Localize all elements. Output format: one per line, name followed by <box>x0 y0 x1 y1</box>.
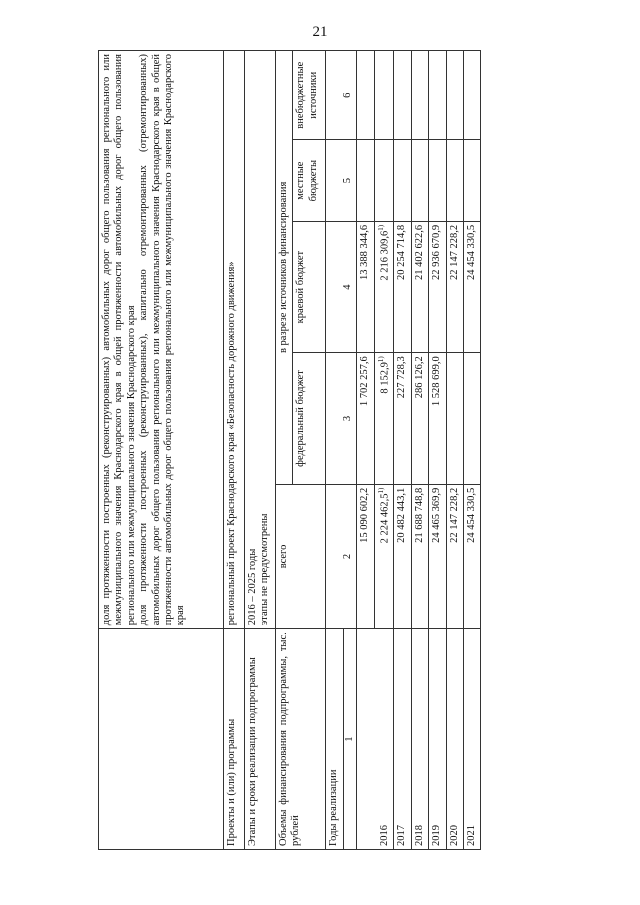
header-extra: внебюджетные источники <box>293 51 326 140</box>
stages-period: 2016 – 2025 годы <box>247 548 258 626</box>
total-value: 2 224 462,5 <box>379 493 390 544</box>
year-cell: 2016 <box>357 629 394 850</box>
extra-cell <box>411 51 428 140</box>
footnote-mark: 1) <box>376 356 385 363</box>
local-cell <box>411 140 428 221</box>
local-cell <box>463 140 480 221</box>
regional-cell <box>374 221 394 352</box>
regional-value: 2 216 309,6 <box>379 230 390 281</box>
regional-cell: 13 388 344,6 <box>357 221 374 352</box>
years-header-row <box>326 51 357 850</box>
indicator-1: доля протяженности построенных (реконструированных) автомобильных дорог общего пользования регионального или межмуниципального значения Краснодарского края в общей протяженности автомобильных дорог общего пользования регионального или межмуниципального значения Краснодарского края <box>101 54 137 626</box>
table-row <box>394 51 411 850</box>
table-row <box>411 51 428 850</box>
extra-cell <box>429 51 446 140</box>
stages-label: Этапы и сроки реализации подпрограммы <box>245 629 276 850</box>
total-cell: 20 482 443,1 <box>394 484 411 629</box>
total-cell: 22 147 228,2 <box>446 484 463 629</box>
federal-cell <box>374 353 394 484</box>
extra-cell <box>374 51 394 140</box>
federal-value: 8 152,9 <box>379 362 390 394</box>
regional-cell: 22 147 228,2 <box>446 221 463 352</box>
federal-cell: 286 126,2 <box>411 353 428 484</box>
local-cell <box>394 140 411 221</box>
table-row <box>429 51 446 850</box>
federal-cell <box>463 353 480 484</box>
regional-cell: 20 254 714,8 <box>394 221 411 352</box>
extra-cell <box>446 51 463 140</box>
header-local: местные бюджеты <box>293 140 326 221</box>
indicators-cell <box>99 51 224 629</box>
header-federal: федеральный бюджет <box>293 353 326 484</box>
federal-cell: 1 528 699,0 <box>429 353 446 484</box>
extra-cell <box>394 51 411 140</box>
local-cell <box>446 140 463 221</box>
colnum-4: 4 <box>326 221 357 352</box>
extra-cell <box>357 51 374 140</box>
colnum-3: 3 <box>326 353 357 484</box>
header-sources-group: в разрезе источников финансирования <box>276 51 293 485</box>
year-cell: 2021 <box>463 629 480 850</box>
total-cell: 24 454 330,5 <box>463 484 480 629</box>
table-row <box>446 51 463 850</box>
local-cell <box>374 140 394 221</box>
program-passport-table <box>98 50 481 850</box>
page-number: 21 <box>312 24 328 40</box>
total-cell: 15 090 602,2 <box>357 484 374 629</box>
header-regional: краевой бюджет <box>293 221 326 352</box>
indicators-label-cell <box>99 629 224 850</box>
total-cell: 24 465 369,9 <box>429 484 446 629</box>
table-row <box>463 51 480 850</box>
local-cell <box>357 140 374 221</box>
table-row <box>357 51 374 850</box>
header-years <box>326 629 357 850</box>
financing-header-row <box>276 51 293 850</box>
local-cell <box>429 140 446 221</box>
projects-value: региональный проект Краснодарского края «Безопасность дорожного движения» <box>224 51 245 629</box>
regional-cell: 21 402 622,6 <box>411 221 428 352</box>
stages-row <box>245 51 276 850</box>
financing-label: Объемы финансирования подпрограммы, тыс. рублей <box>276 629 326 850</box>
rotated-table-sheet <box>98 54 508 850</box>
regional-cell: 22 936 670,9 <box>429 221 446 352</box>
federal-cell: 227 728,3 <box>394 353 411 484</box>
colnum-1: 1 <box>343 629 356 849</box>
year-cell: 2017 <box>394 629 411 850</box>
footnote-mark: 1) <box>376 224 385 231</box>
indicator-2: доля протяженности построенных (реконструированных), капитально отремонтированных (отремонтированных) автомобильных дорог общего пользования регионального или межмуниципального значения Краснодарского края в общей протяженности автомобильных дорог общего пользования регионального или межмуниципального значения Краснодарского края <box>138 54 187 626</box>
header-years-label: Годы реализации <box>328 769 340 846</box>
stages-value <box>245 51 276 629</box>
footnote-mark: 1) <box>376 487 385 494</box>
projects-row <box>224 51 245 850</box>
stages-note: этапы не предусмотрены <box>259 513 271 626</box>
extra-cell <box>463 51 480 140</box>
regional-cell: 24 454 330,5 <box>463 221 480 352</box>
total-cell <box>374 484 394 629</box>
projects-label: Проекты и (или) программы <box>224 629 245 850</box>
federal-cell <box>446 353 463 484</box>
colnum-5: 5 <box>326 140 357 221</box>
year-cell: 2018 <box>411 629 428 850</box>
federal-cell: 1 702 257,6 <box>357 353 374 484</box>
colnum-6: 6 <box>326 51 357 140</box>
colnum-2: 2 <box>326 484 357 629</box>
year-cell: 2019 <box>429 629 446 850</box>
header-total: всего <box>276 484 326 629</box>
total-cell: 21 688 748,8 <box>411 484 428 629</box>
indicators-row <box>99 51 224 850</box>
year-cell: 2020 <box>446 629 463 850</box>
